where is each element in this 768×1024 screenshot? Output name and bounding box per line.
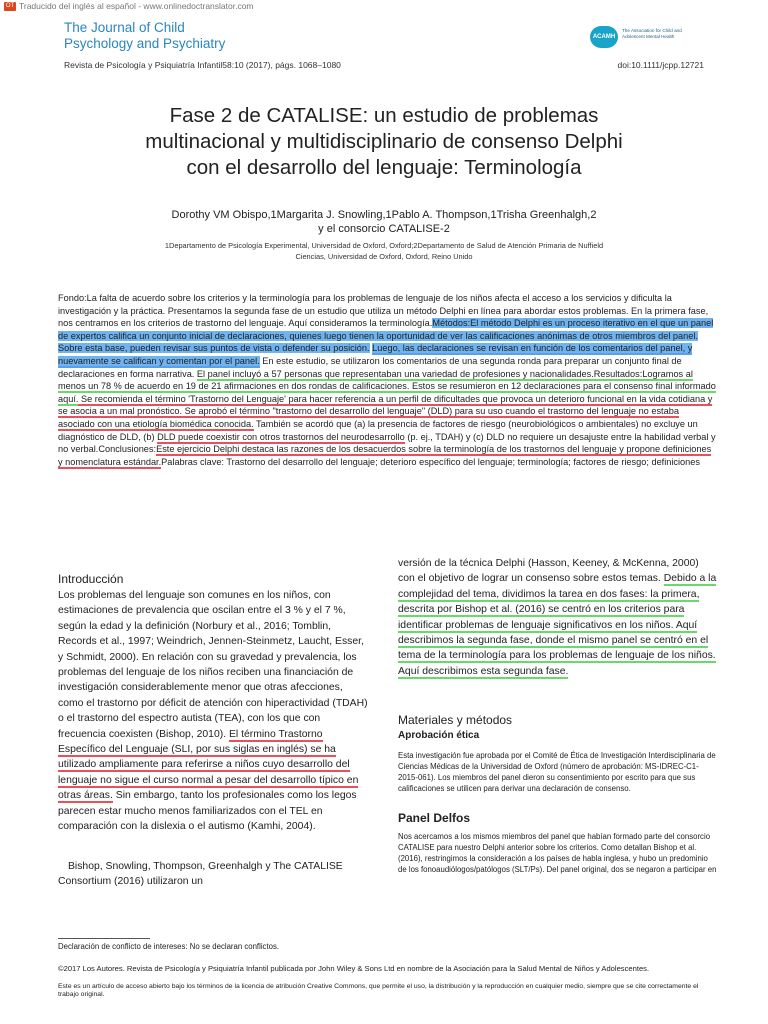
delphi-text: versión de la técnica Delphi (Hasson, Keeney, & McKenna, 2000) con el objetivo de lograr un consenso sobre estos temas. [398, 558, 699, 585]
ethics-text: Esta investigación fue aprobada por el Comité de Ética de Investigación Interdisciplinaria de Ciencias Médicas de la Universidad de Oxford (número de aprobación: MS-IDREC-C1-2015-061). Los miembros del panel dieron su consentimiento por escrito para que sus calificaciones se utilicen para derivar una declaración de consenso. [398, 751, 716, 794]
affiliation-line1: 1Departamento de Psicología Experimental, Universidad de Oxford, Oxford;2Departamento de Salud de Atención Primaria de Nuffield [164, 241, 604, 250]
abstract [58, 292, 718, 468]
panel-heading: Panel Delfos [398, 811, 471, 826]
abstract-terminology-underline: Se recomienda el término 'Trastorno del Lenguaje' para hacer referencia a un perfil de dificultades que provoca un deterioro funcional en la vida cotidiana y se asocia a un mal pronóstico. Se aprobó el término "trastorno del desarrollo del lenguaje" (DLD) para su uso cuando el trastorno del lenguaje no estaba asociado con una etiología biomédica conocida. [58, 393, 713, 429]
delphi-phases-underline: Debido a la complejidad del tema, dividimos la tarea en dos fases: la primera, descrita por Bishop et al. (2016) se centró en los criterios para identificar problemas de lenguaje significativos en los niños. Aquí describimos la segunda fase, donde el mismo panel se centró en el tema de la terminología para los problemas de lenguaje de los niños. Aquí describimos esta segunda fase. [398, 573, 717, 677]
title-line1: Fase 2 de CATALISE: un estudio de problemas [169, 104, 599, 127]
delphi-paragraph [398, 556, 718, 679]
author-list [40, 208, 728, 236]
abstract-conclusions-label: Conclusiones: [98, 444, 157, 455]
abstract-background: Fondo:La falta de acuerdo sobre los criterios y la terminología para los problemas de lenguaje de los niños afecta el acceso a los servicios y dificulta la investigación y la práctica. Presentamos la segunda fase de un estudio que utiliza un método Delphi en línea para abordar estos problemas. En la primera fase, nos centramos en los criterios de trastorno del lenguaje. Aquí consideramos la terminología. [58, 293, 709, 329]
journal-title-line2: Psychology and Psychiatry [64, 36, 226, 51]
intro-text: Los problemas del lenguaje son comunes en los niños, con estimaciones de prevalencia que oscilan entre el 3 % y el 7 %, según la edad y la definición (Norbury et al., 2016; Tomblin, Records et al., 1997; Weindrich, Jennen-Steinmetz, Laucht, Esser, y Schmidt, 2000). En relación con su gravedad y prevalencia, los problemas del lenguaje de los niños reciben una financiación de investigación considerablemente menor que otras afecciones, como el trastorno por déficit de atención con hiperactividad (TDAH) o el trastorno del espectro autista (TEA), con los que con frecuencia coexisten (Bishop, 2010). [58, 590, 368, 740]
right-column [398, 556, 718, 875]
abstract-results-end: (p. ej., TDAH) y (c) DLD no requiere un desajuste entre la habilidad verbal y no verbal. [58, 431, 716, 455]
translator-icon: OT [5, 3, 15, 10]
journal-citation: Revista de Psicología y Psiquiatría Infantil58:10 (2017), págs. 1068–1080 [64, 60, 341, 70]
authors-line2: y el consorcio CATALISE-2 [318, 223, 450, 235]
title-line3: con el desarrollo del lenguaje: Terminología [186, 156, 582, 179]
footnote-divider [58, 938, 150, 939]
doi-link[interactable]: doi:10.1111/jcpp.12721 [617, 60, 704, 70]
affiliations [40, 240, 728, 262]
abstract-methods-highlight: Métodos:El método Delphi es un proceso iterativo en el que un panel de expertos califica un conjunto inicial de declaraciones, quienes luego tienen la oportunidad de ver las calificaciones anónimas de otros miembros del panel. Sobre esta base, pueden revisar sus puntos de vista o defender su posición. [58, 318, 714, 354]
conflict-statement: Declaración de conflicto de intereses: No se declaran conflictos. [58, 942, 280, 951]
introduction-paragraph-2: Bishop, Snowling, Thompson, Greenhalgh y The CATALISE Consortium (2016) utilizaron un [58, 860, 343, 887]
abstract-panel-underline: El panel incluyó a 57 personas que representaban una variedad de profesiones y nacionalidades. [196, 368, 594, 379]
title-line2: multinacional y multidisciplinario de consenso Delphi [145, 130, 623, 153]
license-notice: Este es un artículo de acceso abierto bajo los términos de la licencia de atribución Creative Commons, que permite el uso, la distribución y la reproducción en cualquier medio, siempre que se cite correctamente el trabajo original. [58, 983, 699, 999]
journal-title-line1: The Journal of Child [64, 20, 185, 35]
abstract-conclusions-underline: Este ejercicio Delphi destaca las razones de los desacuerdos sobre la terminología de los trastornos del lenguaje y propone definiciones y nomenclatura estándar. [58, 444, 712, 467]
ethics-heading: Aprobación ética [398, 730, 480, 742]
panel-text: Nos acercamos a los mismos miembros del panel que habían formado parte del consorcio CATALISE para nuestro Delphi anterior sobre los criterios. Como detallan Bishop et al. (2016), restringimos la consideración a los países de habla inglesa, y hubo un predominio de los fonoaudiólogos/patólogos (SLT/Ps). Del panel original, dos se negaron a participar en [398, 832, 717, 875]
introduction-paragraph [58, 588, 370, 835]
methods-heading: Materiales y métodos [398, 713, 513, 728]
acamh-logo-icon: ACAMH [590, 26, 618, 48]
article-title [40, 103, 728, 181]
intro-text-end: Sin embargo, tanto los profesionales como los legos parecen estar mucho menos familiarizados con el TEL en comparación con la dislexia o el autismo (Kamhi, 2004). [58, 790, 357, 833]
abstract-results-underline: Resultados:Logramos al menos un 78 % de acuerdo en 19 de 21 afirmaciones en dos rondas de calificaciones. Estos se resumieron en 12 declaraciones para el consenso final informado aquí. [58, 368, 716, 404]
abstract-risk-factors: También se acordó que (a) la presencia de factores de riesgo (neurobiológicos o ambientales) no excluye un diagnóstico de DLD, (b) [58, 418, 698, 442]
journal-title [64, 20, 304, 52]
affiliation-line2: Ciencias, Universidad de Oxford, Oxford, Reino Unido [295, 252, 473, 261]
abstract-methods-highlight-2: Luego, las declaraciones se revisan en función de los comentarios del panel, y nuevamente se califican y comentan por el panel. [58, 343, 693, 366]
introduction-column [58, 572, 370, 889]
introduction-heading: Introducción [58, 572, 124, 586]
abstract-coexist-underline: DLD puede coexistir con otros trastornos del neurodesarrollo [157, 431, 405, 442]
translator-banner[interactable] [0, 0, 768, 12]
acamh-logo [590, 26, 700, 48]
acamh-logo-text: The Association for Child and Adolescent Mental Health [622, 28, 682, 39]
intro-sli-underline: El término Trastorno Específico del Lenguaje (SLI, por sus siglas en inglés) se ha utilizado ampliamente para referirse a niños cuyo desarrollo del lenguaje no sigue el curso normal a pesar del desarrollo típico en otras áreas. [58, 728, 359, 802]
copyright-notice: ©2017 Los Autores. Revista de Psicología y Psiquiatría Infantil publicada por John Wiley & Sons Ltd en nombre de la Asociación para la Salud Mental de Niños y Adolescentes. [58, 964, 650, 973]
authors-line1: Dorothy VM Obispo,1Margarita J. Snowling,1Pablo A. Thompson,1Trisha Greenhalgh,2 [171, 209, 597, 221]
abstract-methods-rest: En este estudio, se utilizaron los comentarios de una segunda ronda para preparar un conjunto final de declaraciones en forma narrativa. [58, 355, 682, 379]
translator-banner-text: Traducido del inglés al español - www.onlinedoctranslator.com [19, 1, 254, 11]
abstract-keywords: Palabras clave: Trastorno del desarrollo del lenguaje; deterioro específico del lenguaje; terminología; factores de riesgo; definiciones [161, 456, 700, 467]
